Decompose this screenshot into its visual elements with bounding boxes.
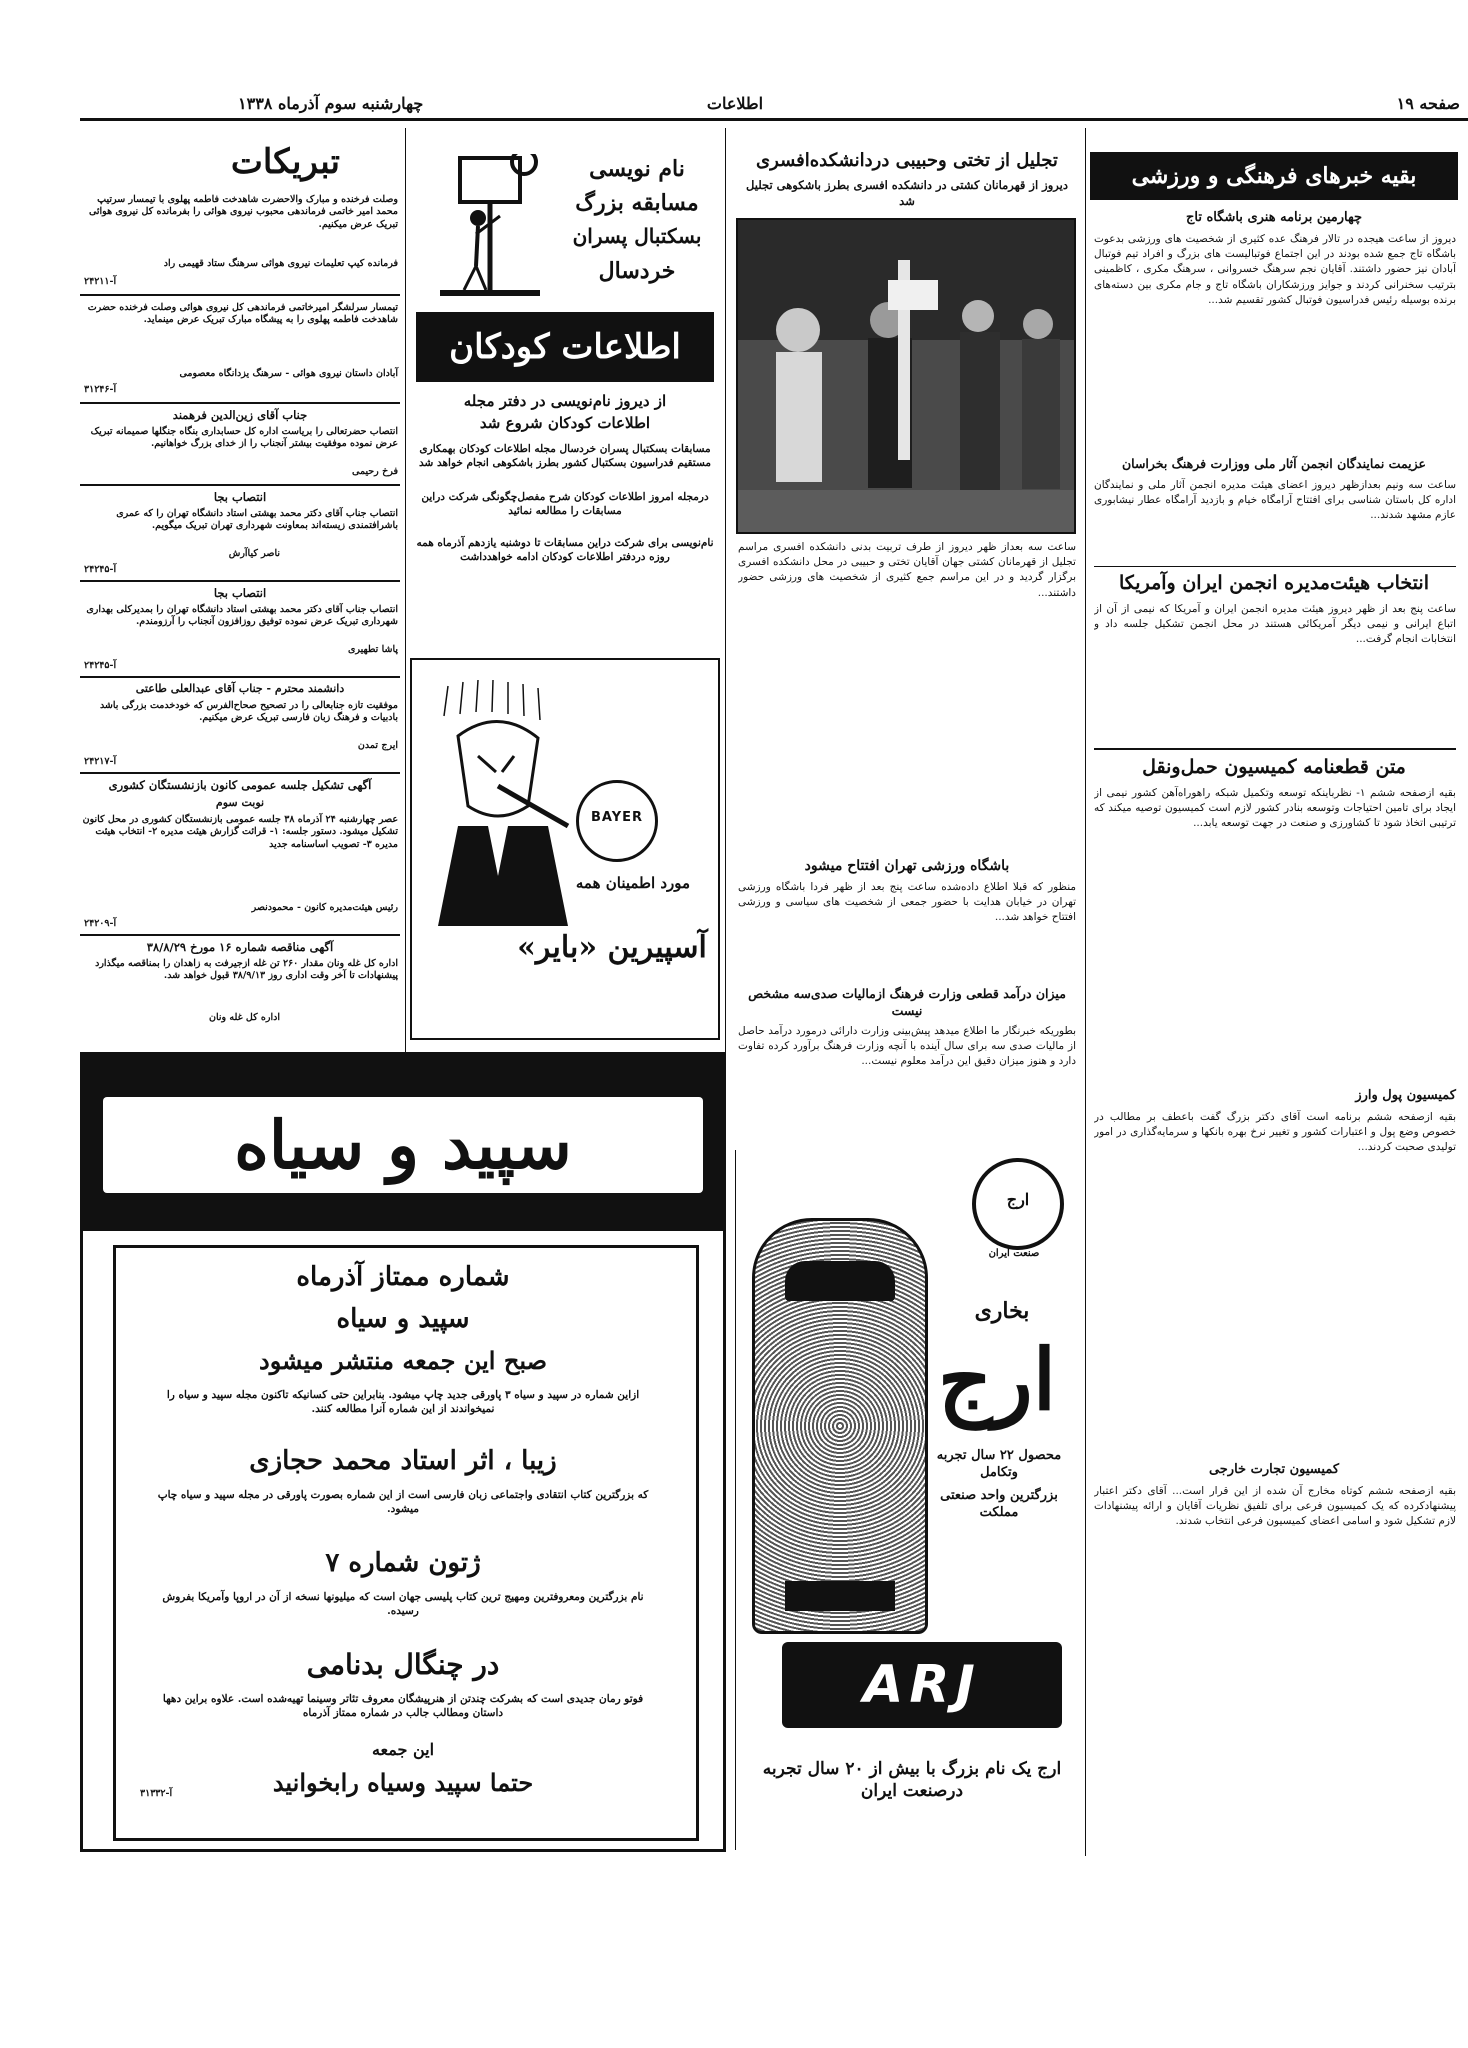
newspaper-name: اطلاعات [706, 94, 764, 113]
ad-body-text: مسابقات بسکتبال پسران خردسال مجله اطلاعات کودکان بهمکاری مستقیم فدراسیون بسکتبال کشور بطرز باشکوهی انجام خواهد شد [419, 443, 711, 470]
heater-illustration [752, 1218, 928, 1634]
header-rule [80, 118, 1468, 121]
article-body-iran-america: ساعت پنج بعد از ظهر دیروز هیئت مدیره انجمن ایران و آمریکا که نیمی از آن از اتباع ایرانی و نیمی دیگر آمریکائی هستند در محل انجمن تشکیل جلسه داد و انتخابات انجام گرفت... [1094, 603, 1456, 646]
column-divider [735, 1150, 736, 1850]
ad-bayer-aspirin [410, 658, 720, 1040]
notice-code: آ-۲۴۲۱۱ [84, 276, 117, 287]
notice-signature: فرخ رحیمی [352, 466, 398, 477]
heater-top-panel [785, 1261, 895, 1301]
magazine-ad-code: آ-۳۱۳۳۲ [140, 1788, 173, 1799]
magazine-headline: صبح این جمعه منتشر میشود [259, 1346, 547, 1375]
arj-logo-band [782, 1642, 1062, 1728]
article-body-money-commission: بقیه ازصفحه ششم برنامه است آقای دکتر بزرگ گفت باعطف بر مطالب در خصوص وضع پول و اعتبارات کشور و تغییر نرخ بهره بانکها و سرمایه‌گذاری در امور تولیدی صحبت کردند... [1094, 1111, 1456, 1154]
magazine-headline: زیبا ، اثر استاد محمد حجازی [249, 1446, 557, 1476]
notice-signature: پاشا تطهیری [347, 644, 398, 655]
ad-body-text: درمجله امروز اطلاعات کودکان شرح مفصل‌چگونگی شرکت دراین مسابقات را مطالعه نمائید [421, 491, 709, 518]
article-body-national-heritage: ساعت سه ونیم بعدازظهر دیروز اعضای هیئت مدیره انجمن آثار ملی و نمایندگان اداره کل باستان شناسی برای افتتاح آرامگاه خیام و بازدید آرامگاه عطار نیشابوری عازم مشهد شدند... [1094, 479, 1456, 522]
article-title-tehran-club: باشگاه ورزشی تهران افتتاح میشود [804, 858, 1010, 874]
article-title-foreign-trade: کمیسیون تجارت خارجی [1208, 1462, 1340, 1477]
magazine-content-panel [113, 1245, 699, 1841]
ad-banner-text: اطلاعات کودکان [449, 327, 681, 367]
notice-title: انتصاب بجا [213, 490, 267, 504]
article-title-money-commission: کمیسیون پول وارز [1355, 1088, 1456, 1103]
magazine-headline: شماره ممتاز آذرماه [296, 1262, 510, 1292]
article-title-taj-club: چهارمین برنامه هنری باشگاه تاج [1186, 210, 1362, 225]
notice-text: انتصاب جناب آقای دکتر محمد بهشتی استاد دانشگاه تهران را بمدیرکلی بهداری شهرداری تبریک عرض نموده توفیق روزافزون آنجناب را آرزومندم. [86, 604, 398, 628]
section-rule [1094, 748, 1456, 750]
arj-brand-name: ارج [937, 1330, 1057, 1429]
notice-code: آ-۲۴۲۱۷ [84, 756, 117, 767]
basketball-player-illustration [420, 154, 550, 304]
ad-title-line: مسابقه بزرگ [575, 190, 699, 216]
article-body-tehran-club: منظور که قبلا اطلاع داده‌شده ساعت پنج بعد از ظهر فردا باشگاه ورزشی تهران در خیابان هدایت با حضور جمعی از شخصیت های سیاسی و ورزشی افتتاح خواهد شد... [738, 881, 1076, 924]
section-rule [1094, 566, 1456, 567]
notice-title: آگهی تشکیل جلسه عمومی کانون بازنشستگان کشوری [108, 778, 372, 792]
ad-title-line: نام نویسی [589, 156, 685, 182]
notice-divider [80, 402, 400, 404]
bayer-cross-logo [576, 780, 658, 862]
notice-code: آ-۲۴۲۰۹ [84, 918, 117, 929]
column-divider [1085, 128, 1086, 1856]
notice-signature: ناصر کیاآرش [228, 548, 280, 559]
ad-registration-line: اطلاعات کودکان شروع شد [479, 414, 651, 432]
notice-subtitle: نوبت سوم [215, 796, 265, 809]
column-divider [405, 128, 406, 1145]
ad-title-line: بسکتبال پسران [572, 224, 702, 248]
article-body-foreign-trade: بقیه ازصفحه ششم کوتاه مخارج آن شده از این قرار است... آقای دکتر اعتبار پیشنهادکرده که یک کمیسیون فرعی برای تلفیق نظریات آقایان و ارائه پیشنهادات لازم تشکیل شود و اسامی اعضای کمیسیون فرعی انتخاب شدند. [1094, 1485, 1456, 1528]
notice-divider [80, 676, 400, 678]
article-body-transport-resolution: بقیه ازصفحه ششم ۱- نظرباینکه توسعه وتکمیل شبکه راهوراه‌آهن کشور نیمی از ایجاد برای تامین احتیاجات وتوسعه بنادر کشور لازم است کمیسیون توصیه میکند که ترتیبی اتخاذ شود تا کشاورزی و صنعت در جهت توسعه یابد... [1094, 787, 1456, 830]
article-body-taj-club: دیروز از ساعت هیجده در تالار فرهنگ عده کثیری از شخصیت های ورزشی بدعوت باشگاه تاج جمع شده بودند در این اجتماع فوتبالیست های بزرگ و افراد تیم فوتبال آبادان نیز حضور داشتند. آقایان نجم سرهنگ خسروانی ، سرهنگ مکری ، کاظمینی بترتیب سخنرانی کردند و جوایز ورزشکاران باشگاه تاج و جام مکری بین دسته‌های برنده بوسیله رئیس فدراسیون فوتبال کشور تقسیم شد... [1094, 233, 1456, 306]
issue-date: چهارشنبه سوم آذرماه ۱۳۳۸ [238, 94, 424, 113]
arj-emblem-text: ارج [1006, 1190, 1030, 1209]
page-number: صفحه ۱۹ [1396, 94, 1460, 113]
ad-registration-line: از دیروز نام‌نویسی در دفتر مجله [463, 392, 667, 410]
notice-divider [80, 484, 400, 486]
magazine-paragraph: نام بزرگترین ومعروفترین ومهیج ترین کتاب پلیسی جهان است که میلیونها نسخه از آن در اروپا وآمریکا بفروش رسیده. [162, 1591, 644, 1618]
news-photo-wrestlers [736, 218, 1076, 534]
article-title-national-heritage: عزیمت نمایندگان انجمن آثار ملی ووزارت فرهنگ بخراسان [1121, 456, 1427, 471]
bayer-slogan: مورد اطمینان همه [575, 874, 691, 892]
notice-signature: ایرج تمدن [357, 740, 398, 751]
notice-text: انتصاب جناب آقای دکتر محمد بهشتی استاد دانشگاه تهران را که عمری باشرافتمندی زیسته‌اند بمعاونت شهرداری تهران تبریک میگویم. [116, 508, 398, 532]
arj-tagline: محصول ۲۲ سال تجربه وتکامل [936, 1448, 1062, 1480]
magazine-headline: حتما سپید وسیاه رابخوانید [272, 1768, 534, 1797]
notice-divider [80, 934, 400, 936]
ad-arj-heater [742, 1158, 1082, 1848]
notice-signature: اداره کل غله ونان [208, 1012, 280, 1023]
arj-emblem-caption: صنعت ایران [988, 1248, 1040, 1259]
magazine-headline: ژتون شماره ۷ [325, 1548, 481, 1578]
magazine-headline: سپید و سیاه [336, 1304, 470, 1334]
bayer-logo-text: BAYER [590, 810, 644, 825]
magazine-headline: در چنگال بدنامی [306, 1648, 500, 1681]
notice-text: موفقیت تازه جنابعالی را در تصحیح صحاح‌الفرس که خودخدمت بزرگی باشد بادبیات و فرهنگ زبان فارسی تبریک عرض میکنیم. [99, 700, 398, 724]
photo-figures [738, 220, 1074, 532]
notice-text: انتصاب حضرتعالی را بریاست اداره کل حسابداری بنگاه جنگلها صمیمانه تبریک عرض نموده موفقیت بیشتر آنجناب را از خدای بزرگ خواهانیم. [90, 426, 398, 450]
notice-title: آگهی مناقصه شماره ۱۶ مورخ ۳۸/۸/۲۹ [146, 940, 334, 954]
ad-title-line: خردسال [598, 258, 676, 284]
banner-culture-sports [1090, 152, 1458, 200]
notice-signature: فرمانده کیپ تعلیمات نیروی هوائی سرهنگ ستاد قهیمی راد [163, 258, 398, 269]
magazine-headline: این جمعه [371, 1740, 435, 1759]
notice-text: اداره کل غله ونان مقدار ۲۶۰ تن غله ازجیرفت به زاهدان را بمناقصه میگذارد پیشنهادات تا آخر وقت اداری روز ۳۸/۹/۱۳ قبول خواهد شد. [95, 958, 398, 982]
arj-product-label: بخاری [974, 1298, 1030, 1324]
notice-divider [80, 772, 400, 774]
notice-title: دانشمند محترم - جناب آقای عبدالعلی طاعتی [135, 682, 345, 695]
magazine-logo-panel [83, 1055, 723, 1231]
arj-logo-text: ARJ [863, 1655, 981, 1715]
article-body-takhti-habibi: ساعت سه بعداز ظهر دیروز از طرف تربیت بدنی دانشکده افسری مراسم تجلیل از قهرمانان کشتی جهان آقایان تختی و حبیبی در محل دانشکده افسری برگزار گردید و در این مراسم جمع کثیری از شخصیت های ورزشی حضور داشتند... [738, 541, 1076, 599]
magazine-paragraph: که بزرگترین کتاب انتقادی واجتماعی زبان فارسی است از این شماره بصورت پاورقی در مجله سپید و سیاه چاپ میشود. [157, 1489, 649, 1516]
banner-text: بقیه خبرهای فرهنگی و ورزشی [1131, 163, 1417, 189]
article-title-transport-resolution: متن قطعنامه کمیسیون حمل‌ونقل [1142, 756, 1406, 778]
notice-code: آ-۲۴۲۴۵ [84, 564, 117, 575]
section-title-congratulations: تبریکات [230, 142, 340, 182]
magazine-paragraph: فوتو رمان جدیدی است که بشرکت چندتن از هنرپیشگان معروف تئاتر وسینما تهیه‌شده است. علاوه براین دهها داستان ومطالب جالب در شماره ممتاز آذرماه [162, 1693, 644, 1720]
notice-code: آ-۲۴۲۴۵ [84, 660, 117, 671]
article-title-iran-america: انتخاب هیئت‌مدیره انجمن ایران وآمریکا [1119, 572, 1429, 594]
arj-footer-slogan: ارج یک نام بزرگ با بیش از ۲۰ سال تجربه درصنعت ایران [762, 1759, 1062, 1802]
subhead-takhti-habibi: دیروز از قهرمانان کشتی در دانشکده افسری بطرز باشکوهی تجلیل شد [746, 178, 1068, 208]
bayer-product-name: آسپیرین «بایر» [517, 930, 707, 965]
ad-body-text: نام‌نویسی برای شرکت دراین مسابقات تا دوشنبه یازدهم آذرماه همه روزه دردفتر اطلاعات کودکان ادامه خواهدداشت [416, 537, 714, 564]
notice-title: انتصاب بجا [213, 586, 267, 600]
magazine-paragraph: ازاین شماره در سپید و سیاه ۳ پاورقی جدید چاپ میشود. بنابراین حتی کسانیکه تاکنون مجله سپید و سیاه را نمیخواندند از این شماره آنرا مطالعه کنند. [166, 1389, 640, 1416]
magazine-logo-text: سپید و سیاه [103, 1097, 703, 1193]
arj-tagline: بزرگترین واحد صنعتی مملکت [940, 1488, 1058, 1520]
man-with-headache-illustration [418, 676, 588, 936]
article-body-culture-revenue: بطوریکه خبرنگار ما اطلاع میدهد پیش‌بینی وزارت دارائی درمورد درآمد حاصل از مالیات صدی سه برای سال آینده با آنچه وزارت فرهنگ برآورد کرده تفاوت دارد و هنوز میزان دقیق این درآمد معلوم نیست... [738, 1025, 1076, 1068]
column-divider [725, 128, 726, 1145]
notice-signature: آبادان داستان نیروی هوائی - سرهنگ یزدانگاه معصومی [179, 368, 398, 379]
notice-signature: رئیس هیئت‌مدیره کانون - محمودنصر [251, 902, 398, 913]
notice-text: عصر چهارشنبه ۲۴ آذرماه ۳۸ جلسه عمومی بازنشستگان کشوری در محل کانون تشکیل میشود. دستور جلسه: ۱- قرائت گزارش هیئت مدیره ۲- انتخاب هیئت مدیره ۳- تصویب اساسنامه جدید [82, 814, 398, 850]
notice-title: جناب آقای زین‌الدین فرهمند [172, 408, 308, 422]
heater-bottom-panel [785, 1581, 895, 1611]
notice-divider [80, 580, 400, 582]
arj-emblem [972, 1158, 1064, 1250]
article-title-culture-revenue: میزان درآمد قطعی وزارت فرهنگ ازمالیات صدی‌سه مشخص نیست [748, 986, 1066, 1018]
ad-banner-kids-magazine [416, 312, 714, 382]
notice-text: تیمسار سرلشگر امیرخاتمی فرماندهی کل نیروی هوائی وصلت فرخنده حضرت شاهدخت فاطمه پهلوی را به پیشگاه مبارک تبریک عرض مینماید. [87, 302, 398, 326]
headline-takhti-habibi: تجلیل از تختی وحبیبی دردانشکده‌افسری [756, 150, 1058, 171]
notice-divider [80, 294, 400, 296]
ad-kids-basketball [410, 150, 720, 640]
ad-sepid-va-siah [80, 1052, 726, 1852]
notice-text: وصلت فرخنده و مبارک والاحضرت شاهدخت فاطمه پهلوی با تیمسار سرتیپ محمد امیر خاتمی فرماندهی محبوب نیروی هوائی را بفرمانده کل نیروی هوائی تبریک عرض میکنیم. [88, 194, 398, 230]
notice-code: آ-۳۱۲۴۶ [84, 384, 117, 395]
